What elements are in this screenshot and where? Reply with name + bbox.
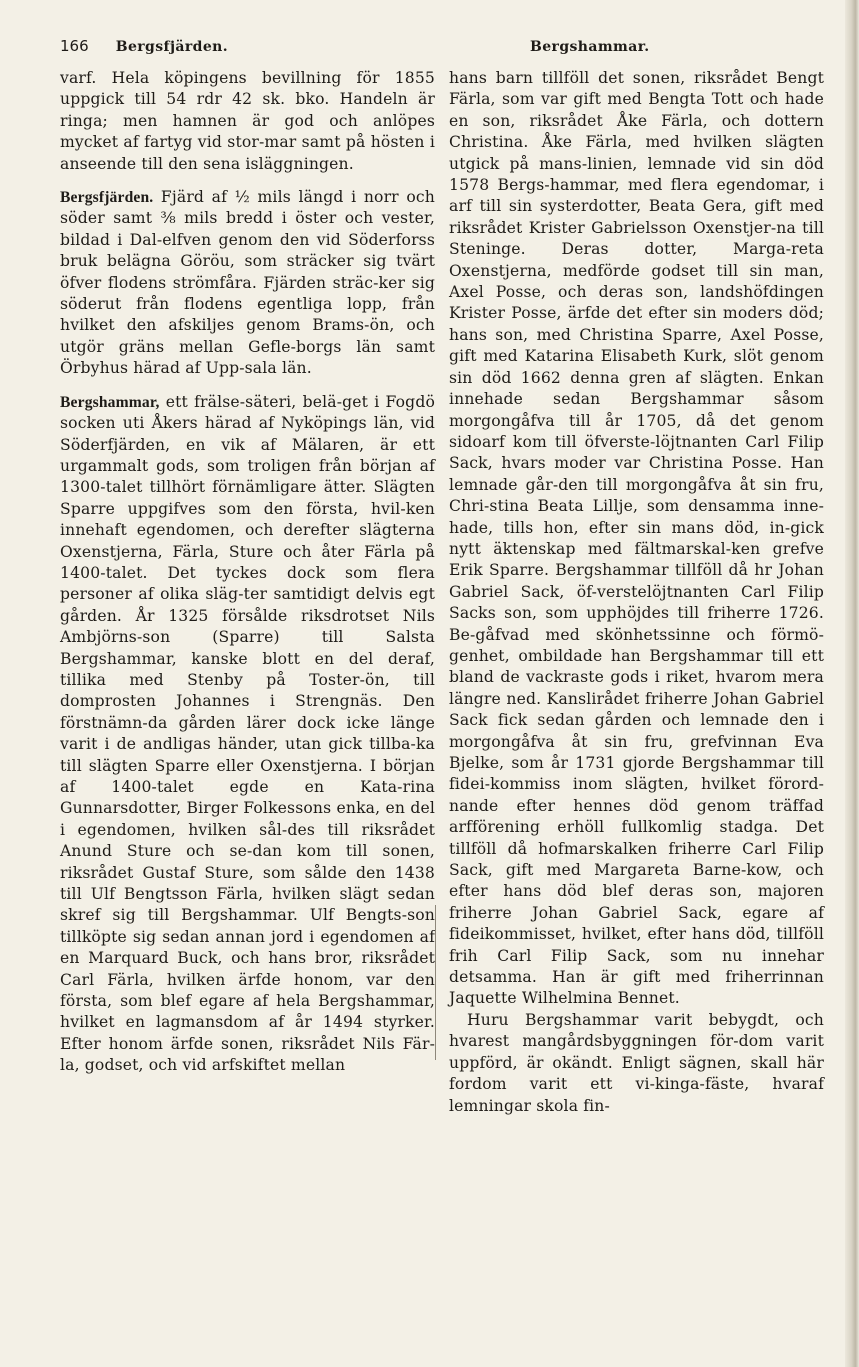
paragraph-bergshammar xyxy=(60,392,435,1077)
entry-text-bergsfjarden: Fjärd af ½ mils längd i norr och söder samt ⅜ mils bredd i öster och vester, bildad i Dal-elfven genom den vid Söderforss bruk belägna Göröu, som sträcker sig tvärt öfver flodens strömfåra. Fjärden sträc-ker sig söderut från flodens egentliga lopp, från hvilket den afskiljes genom Brams-ön, och utgör gräns mellan Gefle-borgs län samt Örbyhus härad af Upp-sala län. xyxy=(60,188,435,378)
paragraph-bergsfjarden xyxy=(60,187,435,380)
left-running-title: Bergsfjärden. xyxy=(115,39,229,55)
paragraph-bergshammar-continued: hans barn tillföll det sonen, riksrådet Bengt Färla, som var gift med Bengta Tott och hade en son, riksrådet Åke Färla, och dottern Christina. Åke Färla, med hvilken slägten utgick på mans-linien, lemnade vid sin död 1578 Bergs-hammar, med flera egendomar, i arf till sin systerdotter, Beata Gera, gift med riksrådet Krister Gabrielsson Oxenstjer-na till Steninge. Deras dotter, Marga-reta Oxenstjerna, medförde godset till sin man, Axel Posse, och deras son, landshöfdingen Krister Posse, ärfde det efter sin moders död; hans son, med Christina Sparre, Axel Posse, gift med Katarina Elisabeth Kurk, slöt genom sin död 1662 denna gren af slägten. Enkan innehade sedan Bergshammar såsom morgongåfva till år 1705, då det genom sidoarf kom till öfverste-löjtnanten Carl Filip Sack, hvars moder var Christina Posse. Han lemnade går-den till morgongåfva åt sin fru, Chri-stina Beata Lillje, som densamma inne-hade, tills hon, efter sin mans död, in-gick nytt äktenskap med fältmarskal-ken grefve Erik Sparre. Bergshammar tillföll då hr Johan Gabriel Sack, öf-verstelöjtnanten Carl Filip Sacks son, som upphöjdes till friherre 1726. Be-gåfvad med skönhetssinne och förmö-genhet, ombildade han Bergshammar till ett bland de vackraste gods i riket, hvarom mera längre ned. Kanslirådet friherre Johan Gabriel Sack fick sedan gården och lemnade den i morgongåfva åt sin fru, grefvinnan Eva Bjelke, som år 1731 gjorde Bergshammar till fidei-kommiss inom slägten, hvilket förord-nande efter hennes död genom träffad arfförening erhöll fullkomlig stadga. Det tillföll då hofmarskalken friherre Carl Filip Sack, gift med Margareta Barne-kow, och efter hans död blef deras son, majoren friherre Johan Gabriel Sack, egare af fideikommisset, hvilket, efter hans död, tillföll frih Carl Filip Sack, som nu innehar detsamma. Han är gift med friherrinnan Jaquette Wilhelmina Bennet. xyxy=(449,69,824,1008)
paragraph-bergshammar-history: Huru Bergshammar varit bebygdt, och hvarest mangårdsbyggningen för-dom varit uppförd, är okändt. Enligt sägnen, skall här fordom varit ett vi-kinga-fäste, hvaraf lemningar skola fin- xyxy=(449,1010,824,1115)
right-page-header xyxy=(530,36,650,60)
page-edge xyxy=(845,0,859,1367)
entry-heading-bergsfjarden: Bergsfjärden. xyxy=(60,189,154,207)
left-page-header xyxy=(60,36,228,60)
left-text-column xyxy=(60,68,435,1077)
column-rule xyxy=(435,905,436,1060)
paragraph-koping: varf. Hela köpingens bevillning för 1855 uppgick till 54 rdr 42 sk. bko. Handeln är ringa; men hamnen är god och anlöpes mycket af fartyg vid stor-mar samt på hösten i anseende till den sena isläggningen. xyxy=(60,69,435,173)
right-running-title: Bergshammar. xyxy=(530,39,650,55)
entry-heading-bergshammar: Bergshammar, xyxy=(60,393,160,411)
entry-text-bergshammar: ett frälse-säteri, belä-get i Fogdö socken uti Åkers härad af Nyköpings län, vid Söderfjärden, en vik af Mälaren, är ett urgammalt gods, som troligen från början af 1300-talet tillhört förnämligare ätter. Slägten Sparre uppgifves som den första, hvil-ken innehaft egendomen, och derefter slägterna Oxenstjerna, Färla, Sture och åter Färla på 1400-talet. Det tyckes dock som flera personer af olika släg-ter samtidigt delvis egt gården. År 1325 försålde riksdrotset Nils Ambjörns-son (Sparre) till Salsta Bergshammar, kanske blott en del deraf, tillika med Stenby på Toster-ön, till domprosten Johannes i Strengnäs. Den förstnämn-da gården lärer dock icke länge varit i de andligas händer, utan gick tillba-ka till slägten Sparre eller Oxenstjerna. I början af 1400-talet egde en Kata-rina Gunnarsdotter, Birger Folkessons enka, en del i egendomen, hvilken sål-des till riksrådet Anund Sture och se-dan kom till sonen, riksrådet Gustaf Sture, som sålde den 1438 till Ulf Bengtsson Färla, hvilken slägt sedan skref sig till Bergshammar. Ulf Bengts-son tillköpte sig sedan annan jord i egendomen af en Marquard Buck, och hans bror, riksrådet Carl Färla, hvilken ärfde honom, var den första, som blef egare af hela Bergshammar, hvilket en lagmansdom af år 1494 styrker. Efter honom ärfde sonen, riksrådet Nils Fär-la, godset, och vid arfskiftet mellan xyxy=(60,392,435,1075)
right-text-column xyxy=(449,68,824,1117)
page-number: 166 xyxy=(60,37,89,55)
